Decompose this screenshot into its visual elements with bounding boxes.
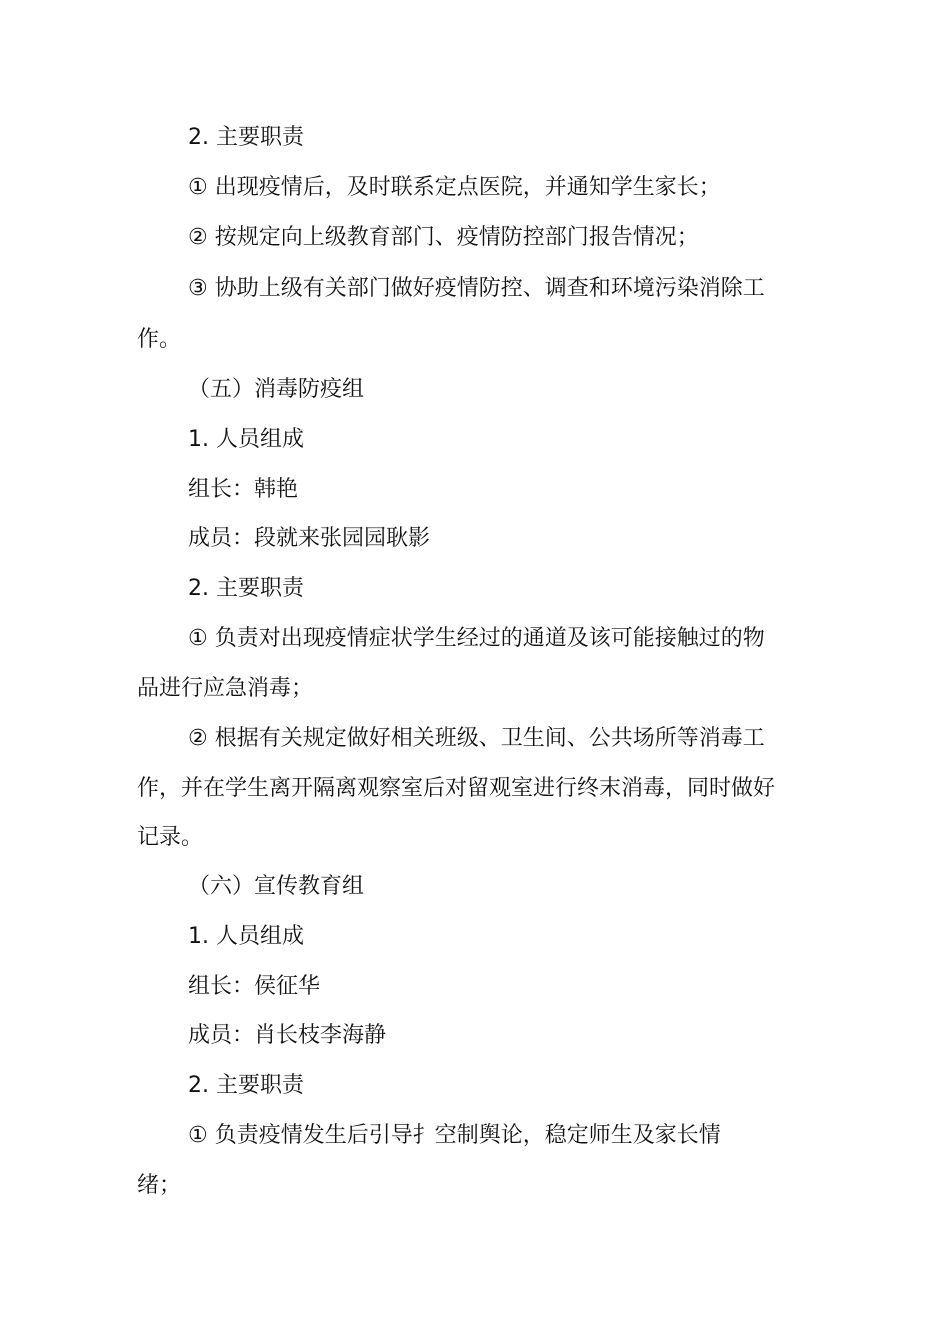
group-members: 成员：肖长枝李海静 [188, 1023, 387, 1048]
paragraph-continuation: 记录。 [137, 825, 204, 850]
paragraph-continuation: 作。 [137, 327, 182, 352]
section-heading: 1. 人员组成 [188, 924, 304, 949]
section-heading: 2. 主要职责 [188, 576, 304, 601]
section-heading: 1. 人员组成 [188, 427, 304, 452]
group-leader: 组长：侯征华 [188, 974, 321, 999]
list-item: ① 负责疫情发生后引导扌空制舆论，稳定师生及家长情 [188, 1123, 721, 1148]
section-heading: 2. 主要职责 [188, 125, 304, 150]
group-heading: （六）宣传教育组 [188, 874, 365, 899]
list-item: ② 根据有关规定做好相关班级、卫生间、公共场所等消毒工 [188, 726, 765, 751]
list-item: ② 按规定向上级教育部门、疫情防控部门报告情况； [188, 225, 699, 250]
group-heading: （五）消毒防疫组 [188, 377, 365, 402]
group-leader: 组长：韩艳 [188, 477, 299, 502]
list-item: ① 负责对出现疫情症状学生经过的通道及该可能接触过的物 [188, 626, 765, 651]
group-members: 成员：段就来张园园耿影 [188, 526, 431, 551]
section-heading: 2. 主要职责 [188, 1073, 304, 1098]
list-item: ③ 协助上级有关部门做好疫情防控、调查和环境污染消除工 [188, 276, 765, 301]
list-item: ① 出现疫情后，及时联系定点医院，并通知学生家长； [188, 175, 721, 200]
paragraph-continuation: 作，并在学生离开隔离观察室后对留观室进行终末消毒，同时做好 [137, 776, 776, 801]
paragraph-continuation: 绪； [137, 1173, 182, 1198]
paragraph-continuation: 品进行应急消毒； [137, 676, 314, 701]
